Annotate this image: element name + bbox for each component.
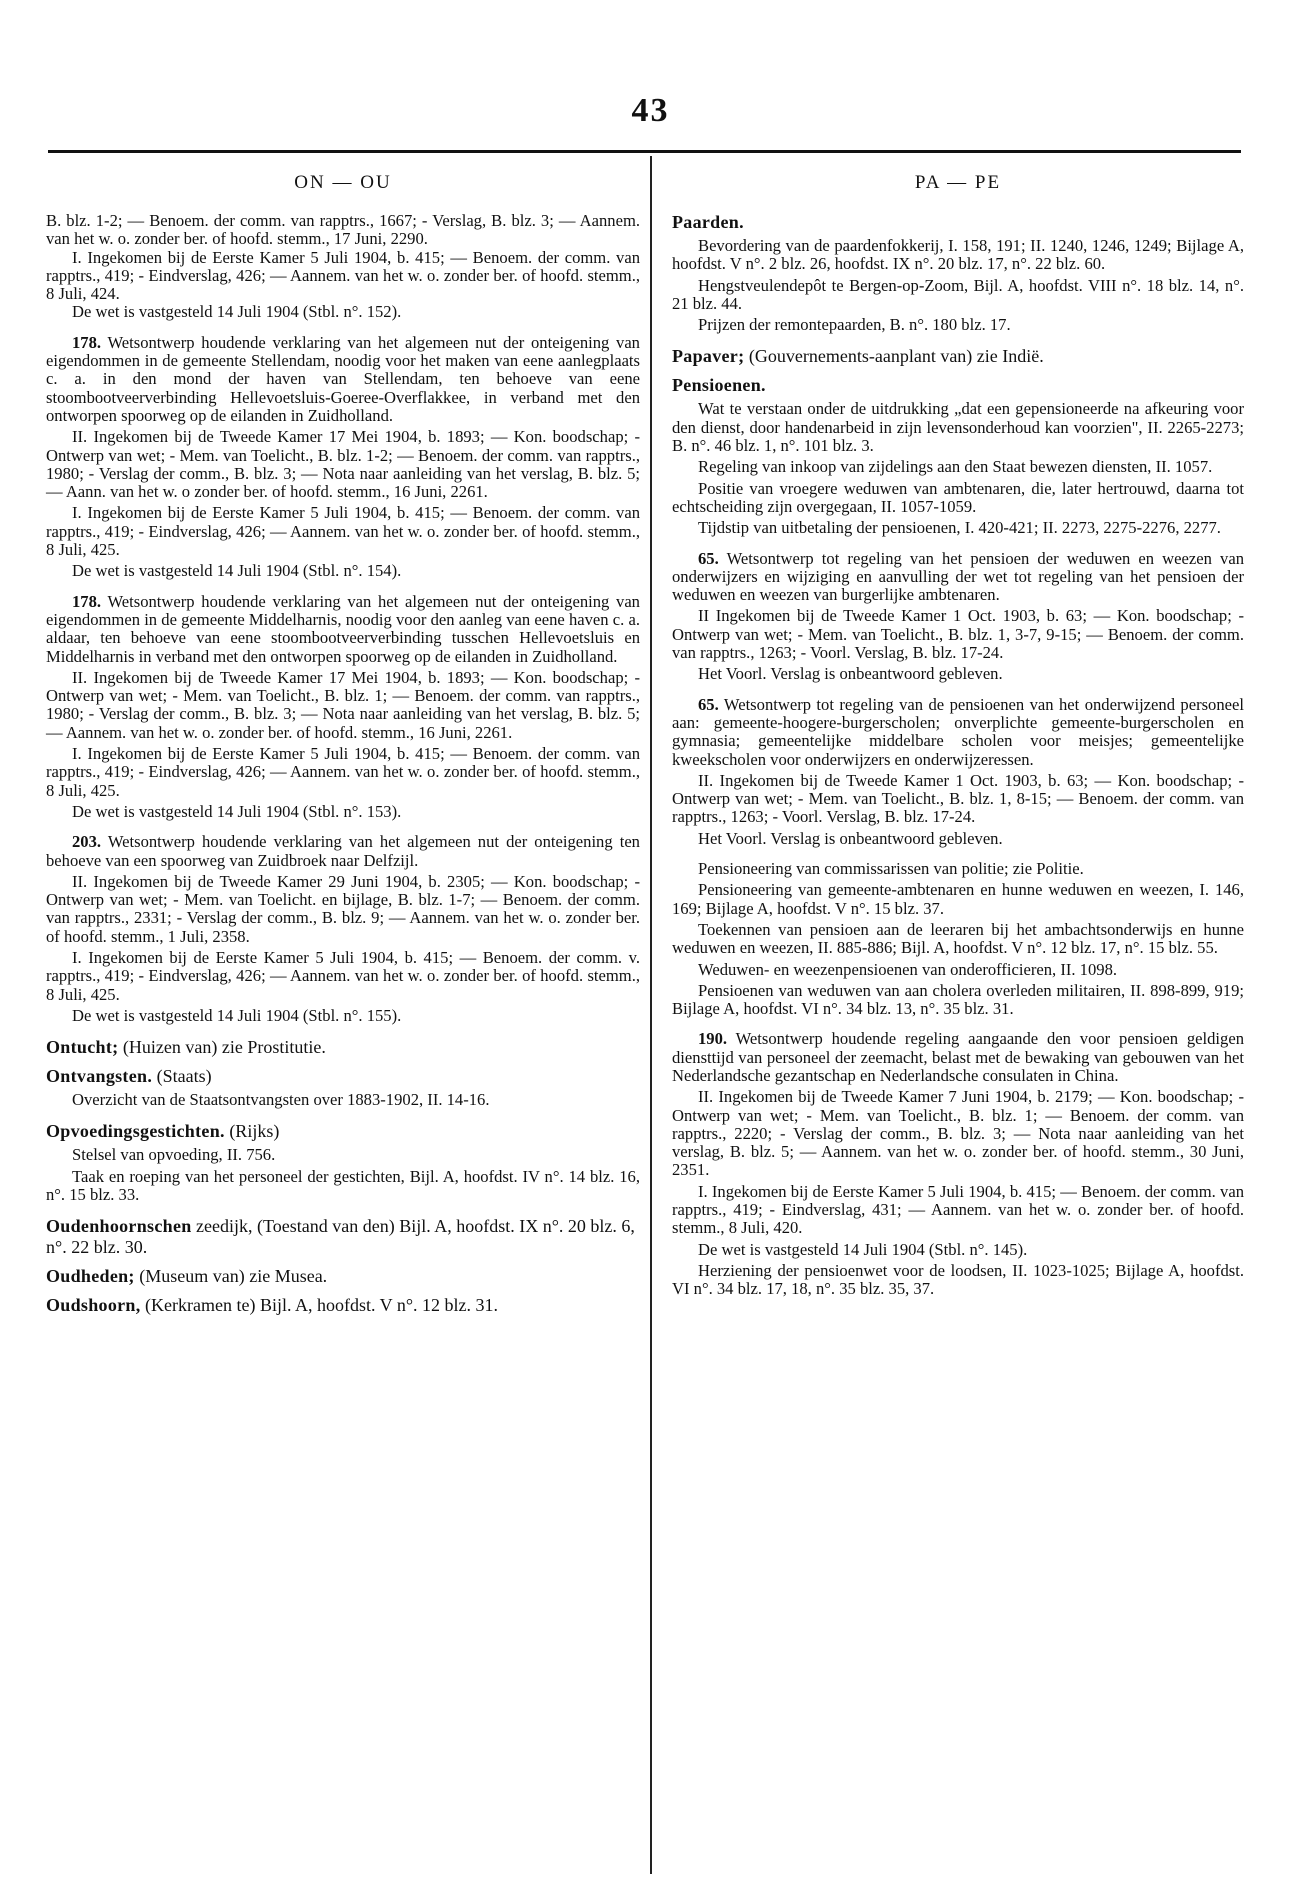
- index-heading: [46, 1216, 640, 1258]
- entry-line: De wet is vastgesteld 14 Juli 1904 (Stbl. n°. 145).: [698, 1239, 1028, 1259]
- index-heading: [46, 1066, 640, 1087]
- bill-title: Wetsontwerp houdende verklaring van het algemeen nut der onteigening ten behoeve van een spoorweg van Zuidbroek naar Delfzijl.: [46, 832, 640, 870]
- entry-line: II. Ingekomen bij de Tweede Kamer 17 Mei 1904, b. 1893; — Kon. boodschap; - Ontwerp van wet; - Mem. van Toelicht., B. blz. 1-2; — Benoem. der comm. van rapptrs., 1980; - Verslag der comm., B. blz. 3; — Nota naar aanleiding van het verslag, B. blz. 5; — Aann. van het w. o zonder ber. of hoofd. stemm., 16 Juni, 2261.: [46, 427, 640, 502]
- left-column-header: ON — OU: [294, 172, 392, 193]
- subentry: Stelsel van opvoeding, II. 756.: [72, 1145, 276, 1165]
- subentry: Tijdstip van uitbetaling der pensioenen, I. 420-421; II. 2273, 2275-2276, 2277.: [698, 518, 1221, 538]
- entry-line: Het Voorl. Verslag is onbeantwoord gebleven.: [698, 664, 1003, 684]
- entry-line: [672, 550, 1244, 605]
- entry-line: De wet is vastgesteld 14 Juli 1904 (Stbl. n°. 154).: [72, 561, 402, 581]
- index-heading: [672, 212, 1244, 233]
- pension-subentries: [672, 860, 1244, 1018]
- heading-text: (Huizen van) zie Prostitutie.: [118, 1037, 326, 1058]
- bill-entry: [672, 1030, 1244, 1298]
- subentry: Wat te verstaan onder de uitdrukking „dat een gepensioneerde na afkeuring voor den dienst, door handenarbeid in zijn levensonderhoud kan voorzien", II. 2265-2273; B. n°. 46 blz. 1, n°. 101 blz. 3.: [672, 399, 1244, 456]
- index-heading: [46, 1037, 640, 1058]
- subentry: Overzicht van de Staatsontvangsten over 1883-1902, II. 14-16.: [72, 1090, 490, 1110]
- heading-subentries: [46, 1146, 640, 1204]
- heading-subentries: [46, 1091, 640, 1109]
- bill-title: Wetsontwerp houdende verklaring van het algemeen nut der onteigening van eigendommen in de gemeente Stellendam, noodig voor het maken van eene aanlegplaats c. a. in den mond der haven van Stellendam, ten behoeve van eene stoombootveerverbinding Hellevoetsluis-Goeree-Overflakkee, in verband met den ontworpen spoorweg op de eilanden in Zuidholland.: [46, 332, 640, 425]
- subentry: Hengstveulendepôt te Bergen-op-Zoom, Bijl. A, hoofdst. VIII n°. 18 blz. 14, n°. 21 blz. 44.: [672, 275, 1244, 313]
- index-heading: [46, 1121, 640, 1142]
- heading-title: Oudenhoornschen: [46, 1216, 192, 1237]
- bill-number: 65.: [698, 694, 719, 714]
- entry-line: De wet is vastgesteld 14 Juli 1904 (Stbl. n°. 155).: [72, 1005, 402, 1025]
- subentry: Pensioneering van gemeente-ambtenaren en hunne weduwen en weezen, I. 146, 169; Bijlage A, hoofdst. V n°. 15 blz. 37.: [672, 880, 1244, 918]
- entry-line: B. blz. 1-2; — Benoem. der comm. van rapptrs., 1667; - Verslag, B. blz. 3; — Aannem. van het w. o. zonder ber. of hoofd. stemm., 17 Juni, 2290.: [46, 211, 640, 249]
- heading-text: zeedijk, (Toestand van den) Bijl. A, hoofdst. IX n°. 20 blz. 6, n°. 22 blz. 30.: [46, 1216, 635, 1258]
- bill-title: Wetsontwerp houdende verklaring van het algemeen nut der onteigening van eigendommen in de gemeente Middelharnis, noodig voor den aanleg van eene haven c. a. aldaar, ten behoeve van eene stoombootveerverbinding tusschen Hellevoetsluis en Middelharnis in verband met den ontworpen spoorweg op de eilanden in Zuidholland.: [46, 591, 640, 666]
- subentry: Positie van vroegere weduwen van ambtenaren, die, later hertrouwd, daarna tot echtscheiding zijn overgegaan, II. 1057-1059.: [672, 478, 1244, 516]
- heading-title: Oudheden;: [46, 1266, 135, 1287]
- subentry: Pensioneering van commissarissen van politie; zie Politie.: [698, 859, 1084, 879]
- entry-line: I. Ingekomen bij de Eerste Kamer 5 Juli 1904, b. 415; — Benoem. der comm. van rapptrs., 419; - Eindverslag, 426; — Aannem. van het w. o. zonder ber. of hoofd. stemm., 8 Juli, 424.: [46, 247, 640, 304]
- entry-line: II. Ingekomen bij de Tweede Kamer 7 Juni 1904, b. 2179; — Kon. boodschap; - Ontwerp van wet; - Mem. van Toelicht., B. blz. 1; — Benoem. der comm. van rapptrs., 2220; - Verslag der comm., B. blz. 3; — Nota naar aanleiding van het verslag, B. blz. 5; — Aannem. van het w. o. zonder ber. of hoofd. stemm., 30 Juni, 2351.: [672, 1087, 1244, 1180]
- header-rule: [48, 150, 1241, 153]
- bill-number: 65.: [698, 548, 719, 568]
- bill-title: Wetsontwerp houdende regeling aangaande den voor pensioen geldigen diensttijd van personeel der zeemacht, belast met de bewaking van gebouwen van het Nederlandsche gezantschap en Nederlandsche consulaten in China.: [672, 1029, 1244, 1085]
- heading-text: (Staats): [152, 1066, 212, 1087]
- bill-entry: [46, 833, 640, 1025]
- index-heading: [672, 346, 1244, 367]
- entry-line: [46, 334, 640, 425]
- heading-title: Ontvangsten.: [46, 1066, 153, 1087]
- heading-text: (Rijks): [224, 1121, 280, 1142]
- entry-line: [46, 833, 640, 870]
- index-heading: [672, 375, 1244, 396]
- heading-subentries: [672, 237, 1244, 334]
- left-column: [46, 172, 640, 1320]
- entry-line: Het Voorl. Verslag is onbeantwoord gebleven.: [698, 828, 1003, 848]
- heading-title: Pensioenen.: [672, 375, 766, 396]
- bill-title: Wetsontwerp tot regeling van het pensioen der weduwen en weezen van onderwijzers en wijziging en aanvulling der wet tot regeling van het pensioen der weduwen en weezen van burgerlijke ambtenaren.: [672, 548, 1244, 605]
- column-divider: [650, 156, 652, 1874]
- bill-number: 203.: [72, 832, 102, 852]
- entry-line: Herziening der pensioenwet voor de loodsen, II. 1023-1025; Bijlage A, hoofdst. VI n°. 34 blz. 17, 18, n°. 35 blz. 35, 37.: [672, 1260, 1244, 1299]
- heading-title: Oudshoorn,: [46, 1295, 141, 1316]
- entry-line: De wet is vastgesteld 14 Juli 1904 (Stbl. n°. 152).: [72, 302, 402, 322]
- bill-entry: [672, 550, 1244, 684]
- bill-title: Wetsontwerp tot regeling van de pensioenen van het onderwijzend personeel aan: gemeente-hoogere-burgerscholen; onverplichte gemeente-burgerscholen en gymnasia; gemeentelijke middelbare scholen voor meisjes; gemeentelijke kweekscholen voor onderwijzers en onderwijzeressen.: [672, 694, 1244, 769]
- entry-line: II Ingekomen bij de Tweede Kamer 1 Oct. 1903, b. 63; — Kon. boodschap; - Ontwerp van wet; - Mem. van Toelicht., B. blz. 1, 3-7, 9-15; — Benoem. der comm. van rapptrs., 1263; - Voorl. Verslag, B. blz. 17-24.: [672, 606, 1244, 663]
- index-heading: [46, 1295, 640, 1316]
- entry-line: [672, 696, 1244, 769]
- heading-title: Ontucht;: [46, 1037, 119, 1058]
- heading-title: Opvoedingsgestichten.: [46, 1121, 225, 1142]
- index-heading: [46, 1266, 640, 1287]
- heading-text: (Kerkramen te) Bijl. A, hoofdst. V n°. 12 blz. 31.: [140, 1295, 499, 1316]
- heading-title: Papaver;: [672, 346, 745, 367]
- bill-entry: [672, 696, 1244, 848]
- entry-line: I. Ingekomen bij de Eerste Kamer 5 Juli 1904, b. 415; — Benoem. der comm. v. rapptrs., 419; - Eindverslag, 426; — Aannem. van het w. o. zonder ber. of hoofd. stemm., 8 Juli, 425.: [46, 947, 640, 1004]
- subentry: Taak en roeping van het personeel der gestichten, Bijl. A, hoofdst. IV n°. 14 blz. 16, n°. 15 blz. 33.: [46, 1166, 640, 1205]
- subentry: Bevordering van de paardenfokkerij, I. 158, 191; II. 1240, 1246, 1249; Bijlage A, hoofdst. V n°. 2 blz. 26, hoofdst. IX n°. 20 blz. 17, n°. 22 blz. 60.: [672, 236, 1244, 274]
- page-number: 43: [631, 92, 670, 129]
- heading-text: (Gouvernements-aanplant van) zie Indië.: [744, 346, 1044, 367]
- bill-number: 178.: [72, 332, 102, 352]
- entry-line: I. Ingekomen bij de Eerste Kamer 5 Juli 1904, b. 415; — Benoem. der comm. van rapptrs., 419; - Eindverslag, 426; — Aannem. van het w. o. zonder ber. of hoofd. stemm., 8 Juli, 425.: [46, 744, 640, 800]
- entry-line: De wet is vastgesteld 14 Juli 1904 (Stbl. n°. 153).: [72, 801, 402, 821]
- subentry: Prijzen der remontepaarden, B. n°. 180 blz. 17.: [698, 315, 1011, 335]
- entry-line: [46, 593, 640, 666]
- subentry: Toekennen van pensioen aan de leeraren bij het ambachtsonderwijs en hunne weduwen en weezen, II. 885-886; Bijl. A, hoofdst. V n°. 12 blz. 17, n°. 15 blz. 55.: [672, 919, 1244, 958]
- entry-line: II. Ingekomen bij de Tweede Kamer 17 Mei 1904, b. 1893; — Kon. boodschap; - Ontwerp van wet; - Mem. van Toelicht., B. blz. 1; — Benoem. der comm. van rapptrs., 1980; - Verslag der comm., B. blz. 3; — Nota naar aanleiding van het verslag, B. blz. 5; — Aannem. van het w. o. zonder ber. of hoofd. stemm., 16 Juni, 2261.: [46, 667, 640, 742]
- heading-title: Paarden.: [672, 212, 744, 232]
- entry-line: [672, 1030, 1244, 1085]
- right-column-header: PA — PE: [914, 172, 1002, 193]
- subentry: Pensioenen van weduwen van aan cholera overleden militairen, II. 898-899, 919; Bijlage A, hoofdst. VI n°. 34 blz. 13, n°. 35 blz. 31.: [672, 980, 1244, 1019]
- entry-line: II. Ingekomen bij de Tweede Kamer 29 Juni 1904, b. 2305; — Kon. boodschap; - Ontwerp van wet; - Mem. van Toelicht. en bijlage, B. blz. 1-7; — Benoem. der comm. van rapptrs., 2331; - Verslag der comm., B. blz. 9; — Aannem. van het w. o. zonder ber. of hoofd. stemm., 1 Juli, 2358.: [46, 871, 640, 946]
- subentry: Weduwen- en weezenpensioenen van onderofficieren, II. 1098.: [698, 959, 1118, 979]
- right-column: [672, 172, 1244, 1311]
- heading-text: (Museum van) zie Musea.: [134, 1266, 328, 1287]
- subentry: Regeling van inkoop van zijdelings aan den Staat bewezen diensten, II. 1057.: [698, 457, 1213, 477]
- bill-entry: [46, 334, 640, 581]
- bill-entry: [46, 593, 640, 822]
- entry-line: II. Ingekomen bij de Tweede Kamer 1 Oct. 1903, b. 63; — Kon. boodschap; - Ontwerp van wet; - Mem. van Toelicht., B. blz. 1, 8-15; — Benoem. der comm. van rapptrs., 1263; - Voorl. Verslag, B. blz. 17-24.: [672, 770, 1244, 827]
- entry-line: I. Ingekomen bij de Eerste Kamer 5 Juli 1904, b. 415; — Benoem. der comm. van rapptrs., 419; - Eindverslag, 426; — Aannem. van het w. o. zonder ber. of hoofd. stemm., 8 Juli, 425.: [46, 503, 640, 560]
- bill-number: 190.: [698, 1029, 728, 1049]
- bill-number: 178.: [72, 591, 102, 611]
- entry-continuation: [46, 212, 640, 322]
- entry-line: I. Ingekomen bij de Eerste Kamer 5 Juli 1904, b. 415; — Benoem. der comm. van rapptrs., 419; - Eindverslag, 431; — Aannem. van het w. o. zonder ber. of hoofd. stemm., 8 Juli, 420.: [672, 1181, 1244, 1238]
- heading-subentries: [672, 400, 1244, 537]
